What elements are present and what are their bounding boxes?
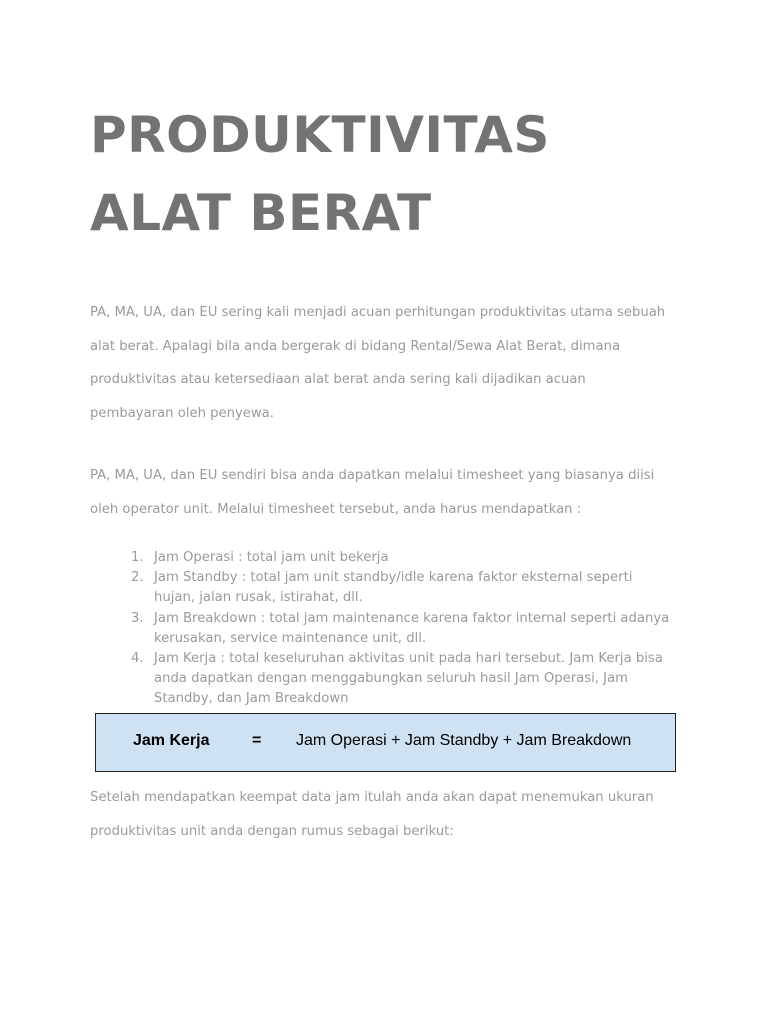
formula-right-expression: Jam Operasi + Jam Standby + Jam Breakdown	[296, 732, 632, 749]
list-item-text: Jam Kerja : total keseluruhan aktivitas unit pada hari tersebut. Jam Kerja bisa	[154, 651, 663, 667]
title-line-2: ALAT BERAT	[90, 184, 432, 242]
list-item-text: Standby, dan Jam Breakdown	[154, 691, 349, 707]
list-number: 3.	[131, 610, 144, 626]
jam-kerja-formula-box	[95, 713, 676, 772]
list-item-text: hujan, jalan rusak, istirahat, dll.	[154, 590, 363, 606]
paragraph-line: Setelah mendapatkan keempat data jam itulah anda akan dapat menemukan ukuran	[90, 790, 654, 805]
list-item	[90, 548, 690, 568]
title-line-1: PRODUKTIVITAS	[90, 106, 550, 164]
list-item	[90, 609, 690, 649]
list-number: 1.	[131, 550, 144, 565]
paragraph-line: alat berat. Apalagi bila anda bergerak di bidang Rental/Sewa Alat Berat, dimana	[90, 338, 621, 354]
paragraph-line: pembayaran oleh penyewa.	[90, 405, 274, 421]
paragraph-line: oleh operator unit. Melalui timesheet tersebut, anda harus mendapatkan :	[90, 501, 582, 517]
hours-list	[90, 548, 690, 710]
intro-paragraph	[90, 296, 690, 430]
timesheet-paragraph	[90, 459, 690, 526]
page-title	[90, 96, 690, 252]
paragraph-line: PA, MA, UA, dan EU sendiri bisa anda dapatkan melalui timesheet yang biasanya diisi	[90, 468, 655, 483]
list-item-text: anda dapatkan dengan menggabungkan seluruh hasil Jam Operasi, Jam	[154, 671, 628, 687]
list-item-text: Jam Breakdown : total jam maintenance karena faktor internal seperti adanya	[154, 610, 670, 626]
paragraph-line: PA, MA, UA, dan EU sering kali menjadi acuan perhitungan produktivitas utama sebuah	[90, 305, 666, 320]
formula-left-term: Jam Kerja	[133, 732, 210, 749]
formula-equals-sign: =	[252, 732, 262, 749]
list-item	[90, 649, 690, 710]
conclusion-paragraph	[90, 781, 690, 848]
list-number: 2.	[131, 570, 144, 586]
list-item-text: Jam Operasi : total jam unit bekerja	[154, 550, 389, 565]
paragraph-line: produktivitas unit anda dengan rumus sebagai berikut:	[90, 823, 454, 839]
list-item-text: kerusakan, service maintenance unit, dll.	[154, 630, 427, 646]
list-item-text: Jam Standby : total jam unit standby/idle karena faktor eksternal seperti	[154, 570, 633, 586]
list-item	[90, 568, 690, 608]
paragraph-line: produktivitas atau ketersediaan alat berat anda sering kali dijadikan acuan	[90, 372, 586, 387]
list-number: 4.	[131, 651, 144, 667]
